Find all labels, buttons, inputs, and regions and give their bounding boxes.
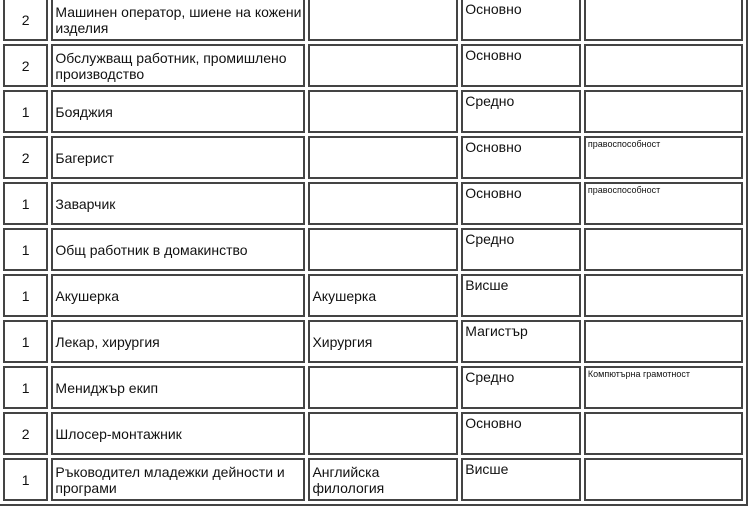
education-cell: Висше — [461, 458, 581, 501]
count-cell: 1 — [3, 228, 48, 271]
table-row — [3, 0, 743, 41]
table-row — [3, 320, 743, 363]
table-row — [3, 412, 743, 455]
position-cell: Лекар, хирургия — [51, 320, 305, 363]
education-cell: Основно — [461, 136, 581, 179]
table-row — [3, 182, 743, 225]
requirements-cell — [584, 90, 743, 133]
requirements-cell — [584, 320, 743, 363]
specialty-cell — [308, 136, 458, 179]
specialty-cell — [308, 182, 458, 225]
education-cell: Основно — [461, 412, 581, 455]
requirements-cell — [584, 0, 743, 41]
count-cell: 1 — [3, 274, 48, 317]
position-cell: Ръководител младежки дейности и програми — [51, 458, 305, 501]
requirements-cell — [584, 458, 743, 501]
table-row — [3, 44, 743, 87]
requirements-cell: Компютърна грамотност — [584, 366, 743, 409]
specialty-cell: Акушерка — [308, 274, 458, 317]
position-cell: Багерист — [51, 136, 305, 179]
education-cell: Средно — [461, 228, 581, 271]
education-cell: Средно — [461, 366, 581, 409]
count-cell: 1 — [3, 366, 48, 409]
requirements-cell — [584, 44, 743, 87]
count-cell: 1 — [3, 320, 48, 363]
requirements-cell — [584, 412, 743, 455]
education-cell: Магистър — [461, 320, 581, 363]
count-cell: 1 — [3, 458, 48, 501]
position-cell: Обслужващ работник, промишлено производство — [51, 44, 305, 87]
count-cell: 1 — [3, 182, 48, 225]
position-cell: Акушерка — [51, 274, 305, 317]
position-cell: Бояджия — [51, 90, 305, 133]
requirements-cell — [584, 228, 743, 271]
position-cell: Мениджър екип — [51, 366, 305, 409]
education-cell: Основно — [461, 44, 581, 87]
position-cell: Машинен оператор, шиене на кожени изделия — [51, 0, 305, 41]
specialty-cell — [308, 412, 458, 455]
specialty-cell — [308, 366, 458, 409]
education-cell: Основно — [461, 0, 581, 41]
specialty-cell — [308, 0, 458, 41]
count-cell: 2 — [3, 0, 48, 41]
count-cell: 2 — [3, 412, 48, 455]
count-cell: 2 — [3, 136, 48, 179]
specialty-cell — [308, 44, 458, 87]
table-row — [3, 90, 743, 133]
position-cell: Шлосер-монтажник — [51, 412, 305, 455]
specialty-cell — [308, 90, 458, 133]
table-row — [3, 274, 743, 317]
table-row — [3, 458, 743, 501]
table-row — [3, 228, 743, 271]
position-cell: Общ работник в домакинство — [51, 228, 305, 271]
position-cell: Заварчик — [51, 182, 305, 225]
count-cell: 1 — [3, 90, 48, 133]
requirements-cell: правоспособност — [584, 136, 743, 179]
specialty-cell: Хирургия — [308, 320, 458, 363]
table-row — [3, 136, 743, 179]
education-cell: Основно — [461, 182, 581, 225]
count-cell: 2 — [3, 44, 48, 87]
table-row — [3, 366, 743, 409]
education-cell: Висше — [461, 274, 581, 317]
specialty-cell — [308, 228, 458, 271]
specialty-cell: Английска филология — [308, 458, 458, 501]
requirements-cell — [584, 274, 743, 317]
education-cell: Средно — [461, 90, 581, 133]
requirements-cell: правоспособност — [584, 182, 743, 225]
